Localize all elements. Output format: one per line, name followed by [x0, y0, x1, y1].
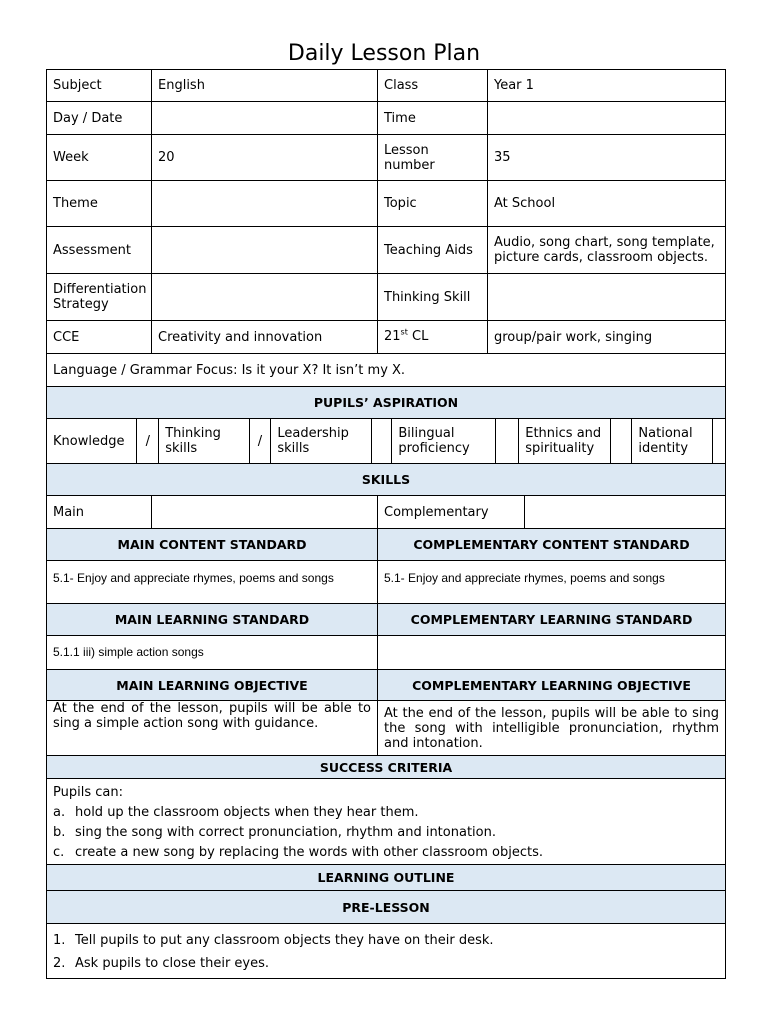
row-assessment	[46, 227, 726, 274]
row-day	[46, 102, 726, 135]
list-text: Ask pupils to close their eyes.	[75, 956, 270, 971]
aids-value[interactable]: Audio, song chart, song template, picture cards, classroom objects.	[494, 235, 715, 265]
thinking-value[interactable]	[488, 274, 725, 320]
row-success	[46, 779, 726, 865]
list-text: Tell pupils to put any classroom objects they have on their desk.	[75, 933, 494, 948]
row-objective	[46, 701, 726, 756]
list-marker: 2.	[53, 956, 66, 971]
cl-label-sup: st	[400, 327, 408, 337]
list-item	[53, 823, 719, 843]
subject-value[interactable]: English	[152, 70, 378, 101]
comp-standard-header: COMPLEMENTARY LEARNING STANDARD	[378, 604, 725, 635]
pre-lesson-list	[47, 924, 725, 978]
row-subject	[46, 69, 726, 102]
assessment-value[interactable]	[152, 227, 378, 273]
row-success-header	[46, 756, 726, 779]
row-standard	[46, 636, 726, 670]
theme-label: Theme	[47, 181, 152, 226]
grammar-focus[interactable]: Language / Grammar Focus: Is it your X? It isn’t my X.	[53, 362, 406, 378]
topic-value[interactable]: At School	[494, 196, 556, 211]
main-content-value[interactable]: 5.1- Enjoy and appreciate rhymes, poems and songs	[47, 561, 378, 603]
skills-comp-value[interactable]	[525, 496, 725, 528]
row-differentiation	[46, 274, 726, 321]
row-aspiration	[46, 419, 726, 464]
time-label: Time	[378, 102, 488, 134]
main-standard-header: MAIN LEARNING STANDARD	[47, 604, 378, 635]
aspiration-mark[interactable]	[496, 419, 519, 463]
row-standard-header	[46, 604, 726, 636]
skills-comp-label: Complementary	[378, 496, 525, 528]
row-skills	[46, 496, 726, 529]
aspiration-mark[interactable]: /	[250, 419, 272, 463]
cl-label-tail: CL	[407, 329, 429, 344]
main-objective-header: MAIN LEARNING OBJECTIVE	[47, 670, 378, 700]
class-label: Class	[378, 70, 488, 101]
aspiration-mark[interactable]	[372, 419, 393, 463]
day-label: Day / Date	[47, 102, 152, 134]
skills-main-value[interactable]	[152, 496, 378, 528]
pre-lesson-header: PRE-LESSON	[47, 891, 725, 923]
success-list	[47, 779, 725, 864]
row-skills-header	[46, 464, 726, 496]
list-item	[53, 929, 719, 952]
list-marker: c.	[53, 845, 65, 860]
theme-value[interactable]	[152, 181, 378, 226]
list-marker: b.	[53, 825, 66, 840]
topic-label: Topic	[378, 181, 488, 226]
row-content	[46, 561, 726, 604]
skills-header: SKILLS	[47, 464, 725, 495]
time-value[interactable]	[488, 102, 725, 134]
row-grammar	[46, 354, 726, 387]
success-header: SUCCESS CRITERIA	[47, 756, 725, 778]
lesson-plan-table	[46, 69, 726, 979]
aspiration-mark[interactable]: /	[137, 419, 159, 463]
skills-main-label: Main	[47, 496, 152, 528]
list-marker: a.	[53, 805, 66, 820]
row-cce	[46, 321, 726, 354]
aspiration-header: PUPILS’ ASPIRATION	[47, 387, 725, 418]
list-text: hold up the classroom objects when they hear them.	[75, 805, 419, 820]
outline-header: LEARNING OUTLINE	[47, 865, 725, 890]
comp-standard-value[interactable]	[378, 636, 725, 669]
list-item	[53, 803, 719, 823]
aspiration-label: Ethnics and spirituality	[519, 419, 610, 463]
aspiration-mark[interactable]	[713, 419, 725, 463]
cce-label: CCE	[47, 321, 152, 353]
diff-value[interactable]	[152, 274, 378, 320]
class-value[interactable]: Year 1	[494, 78, 534, 93]
row-aspiration-header	[46, 387, 726, 419]
row-week	[46, 135, 726, 181]
row-pre-lesson	[46, 924, 726, 979]
main-standard-value[interactable]: 5.1.1 iii) simple action songs	[47, 636, 378, 669]
page-title: Daily Lesson Plan	[287, 41, 481, 66]
cl-label-num: 21	[384, 329, 401, 344]
aspiration-label: Leadership skills	[271, 419, 371, 463]
cl-value[interactable]: group/pair work, singing	[494, 329, 653, 345]
aspiration-mark[interactable]	[611, 419, 633, 463]
comp-content-value[interactable]: 5.1- Enjoy and appreciate rhymes, poems and songs	[384, 571, 665, 585]
day-value[interactable]	[152, 102, 378, 134]
row-outline-header	[46, 865, 726, 891]
assessment-label: Assessment	[47, 227, 152, 273]
comp-objective-value[interactable]: At the end of the lesson, pupils will be able to sing the song with intelligible pronunciation, rhythm and intonation.	[384, 706, 719, 751]
lesson-value[interactable]: 35	[494, 150, 511, 165]
aspiration-label: National identity	[632, 419, 713, 463]
list-item	[53, 952, 719, 975]
row-pre-lesson-header	[46, 891, 726, 924]
row-content-header	[46, 529, 726, 561]
subject-label: Subject	[47, 70, 152, 101]
thinking-label: Thinking Skill	[378, 274, 488, 320]
week-value[interactable]: 20	[152, 135, 378, 180]
aspiration-label: Thinking skills	[159, 419, 249, 463]
success-intro: Pupils can:	[53, 785, 123, 800]
diff-label: Differentiation Strategy	[47, 274, 152, 320]
row-objective-header	[46, 670, 726, 701]
comp-content-header: COMPLEMENTARY CONTENT STANDARD	[378, 529, 725, 560]
main-content-header: MAIN CONTENT STANDARD	[47, 529, 378, 560]
comp-objective-header: COMPLEMENTARY LEARNING OBJECTIVE	[378, 670, 725, 700]
lesson-label: Lesson number	[378, 135, 488, 180]
aspiration-label: Bilingual proficiency	[392, 419, 496, 463]
cce-value[interactable]: Creativity and innovation	[152, 321, 378, 353]
cl-label	[378, 321, 488, 353]
aspiration-label: Knowledge	[47, 419, 137, 463]
row-theme	[46, 181, 726, 227]
week-label: Week	[47, 135, 152, 180]
aids-label: Teaching Aids	[378, 227, 488, 273]
list-item	[53, 843, 719, 863]
list-text: create a new song by replacing the words with other classroom objects.	[75, 845, 543, 860]
list-marker: 1.	[53, 933, 66, 948]
list-text: sing the song with correct pronunciation, rhythm and intonation.	[75, 825, 496, 840]
main-objective-value[interactable]: At the end of the lesson, pupils will be able to sing a simple action song with guidance.	[47, 701, 378, 755]
